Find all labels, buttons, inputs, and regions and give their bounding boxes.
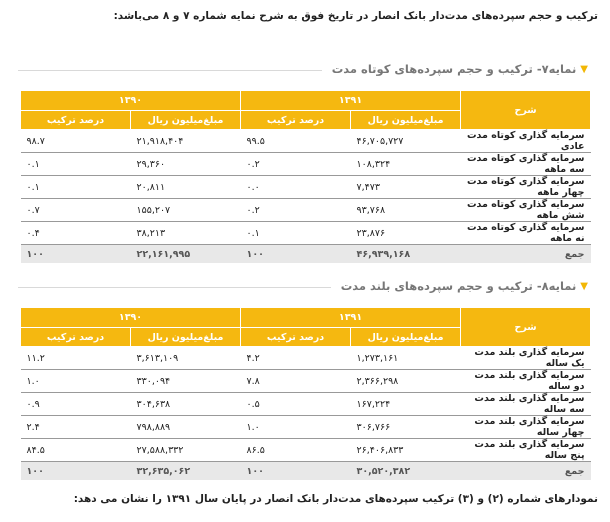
long-term-deposits-table	[20, 307, 591, 480]
table-row	[21, 370, 591, 393]
total-label: جمع	[461, 462, 591, 481]
triangle-bullet-icon: ▼	[580, 280, 588, 292]
table-row	[21, 393, 591, 416]
total-amount-1390: ۲۲,۱۶۱,۹۹۵	[131, 245, 241, 264]
percent-1390: ۰.۴	[21, 222, 131, 245]
percent-1390: ۹۸.۷	[21, 130, 131, 153]
row-name: سرمایه گذاری بلند مدت یک ساله	[461, 347, 591, 370]
amount-1390: ۳,۶۱۳,۱۰۹	[131, 347, 241, 370]
heading-rule	[18, 70, 322, 71]
percent-1390: ۲.۴	[21, 416, 131, 439]
percent-1390: ۰.۱	[21, 176, 131, 199]
table-row	[21, 222, 591, 245]
amount-1391: ۲,۳۶۶,۲۹۸	[351, 370, 461, 393]
amount-header-1390: مبلغ‌میلیون ریال	[131, 328, 241, 347]
percent-1391: ۰.۲	[241, 199, 351, 222]
amount-1390: ۲۱,۹۱۸,۴۰۴	[131, 130, 241, 153]
row-name: سرمایه گذاری کوتاه مدت نه ماهه	[461, 222, 591, 245]
percent-1390: ۰.۷	[21, 199, 131, 222]
short-term-deposits-table	[20, 90, 591, 263]
table-row	[21, 439, 591, 462]
total-amount-1391: ۴۶,۹۳۹,۱۶۸	[351, 245, 461, 264]
footer-paragraph: نمودارهای شماره (۲) و (۳) ترکیب سپرده‌های مدت‌دار بانک انصار در پایان سال ۱۳۹۱ را نشان می دهد:	[73, 493, 598, 505]
row-name: سرمایه گذاری بلند مدت پنج ساله	[461, 439, 591, 462]
year-1391-header: ۱۳۹۱	[241, 91, 461, 111]
percent-1391: ۱.۰	[241, 416, 351, 439]
amount-1391: ۷,۴۷۳	[351, 176, 461, 199]
table8-title: نمایه‌۸- ترکیب و حجم سپرده‌های بلند مدت	[340, 279, 577, 293]
total-percent-1390: ۱۰۰	[21, 245, 131, 264]
amount-1390: ۲۷,۵۸۸,۳۳۲	[131, 439, 241, 462]
amount-1390: ۲۰,۸۱۱	[131, 176, 241, 199]
percent-1391: ۷.۸	[241, 370, 351, 393]
row-name: سرمایه گذاری کوتاه مدت شش ماهه	[461, 199, 591, 222]
amount-1391: ۴۶,۷۰۵,۷۲۷	[351, 130, 461, 153]
row-name: سرمایه گذاری کوتاه مدت عادی	[461, 130, 591, 153]
amount-1391: ۱,۲۷۳,۱۶۱	[351, 347, 461, 370]
row-name: سرمایه گذاری بلند مدت چهار ساله	[461, 416, 591, 439]
table-row	[21, 347, 591, 370]
table-row	[21, 153, 591, 176]
amount-1390: ۳۸,۲۱۳	[131, 222, 241, 245]
total-percent-1390: ۱۰۰	[21, 462, 131, 481]
total-percent-1391: ۱۰۰	[241, 245, 351, 264]
intro-paragraph: ترکیب و حجم سپرده‌های مدت‌دار بانک انصار در تاریخ فوق به شرح نمایه شماره ۷ و ۸ می‌باشد:	[113, 10, 598, 22]
percent-header-1391: درصد ترکیب	[241, 328, 351, 347]
percent-1391: ۸۶.۵	[241, 439, 351, 462]
row-name: سرمایه گذاری کوتاه مدت چهار ماهه	[461, 176, 591, 199]
total-amount-1391: ۳۰,۵۲۰,۳۸۲	[351, 462, 461, 481]
amount-1390: ۳۳۰,۰۹۴	[131, 370, 241, 393]
amount-1391: ۱۰۸,۳۲۴	[351, 153, 461, 176]
percent-1390: ۱.۰	[21, 370, 131, 393]
row-name: سرمایه گذاری بلند مدت دو ساله	[461, 370, 591, 393]
amount-1390: ۷۹۸,۸۸۹	[131, 416, 241, 439]
triangle-bullet-icon: ▼	[580, 63, 588, 75]
table7-heading	[18, 62, 588, 76]
percent-1390: ۸۴.۵	[21, 439, 131, 462]
amount-1390: ۳۰۴,۶۳۸	[131, 393, 241, 416]
percent-1391: ۴.۲	[241, 347, 351, 370]
percent-1390: ۱۱.۲	[21, 347, 131, 370]
total-row	[21, 462, 591, 481]
row-name: سرمایه گذاری کوتاه مدت سه ماهه	[461, 153, 591, 176]
amount-1391: ۲۶,۴۰۶,۸۳۳	[351, 439, 461, 462]
percent-header-1390: درصد ترکیب	[21, 111, 131, 130]
amount-1390: ۲۹,۳۶۰	[131, 153, 241, 176]
total-row	[21, 245, 591, 264]
percent-1390: ۰.۹	[21, 393, 131, 416]
col-description: شرح	[461, 91, 591, 130]
percent-1391: ۰.۱	[241, 222, 351, 245]
percent-1391: ۰.۰	[241, 176, 351, 199]
amount-1391: ۲۳,۸۷۶	[351, 222, 461, 245]
amount-header-1391: مبلغ‌میلیون ریال	[351, 328, 461, 347]
amount-header-1390: مبلغ‌میلیون ریال	[131, 111, 241, 130]
year-1390-header: ۱۳۹۰	[21, 91, 241, 111]
total-label: جمع	[461, 245, 591, 264]
table-row	[21, 130, 591, 153]
percent-1391: ۹۹.۵	[241, 130, 351, 153]
table7-title: نمایه‌۷- ترکیب و حجم سپرده‌های کوتاه مدت	[331, 62, 577, 76]
year-1391-header: ۱۳۹۱	[241, 308, 461, 328]
percent-1390: ۰.۱	[21, 153, 131, 176]
percent-header-1391: درصد ترکیب	[241, 111, 351, 130]
total-percent-1391: ۱۰۰	[241, 462, 351, 481]
percent-1391: ۰.۵	[241, 393, 351, 416]
percent-header-1390: درصد ترکیب	[21, 328, 131, 347]
year-1390-header: ۱۳۹۰	[21, 308, 241, 328]
amount-1390: ۱۵۵,۲۰۷	[131, 199, 241, 222]
table-row	[21, 176, 591, 199]
col-description: شرح	[461, 308, 591, 347]
amount-1391: ۳۰۶,۷۶۶	[351, 416, 461, 439]
percent-1391: ۰.۲	[241, 153, 351, 176]
row-name: سرمایه گذاری بلند مدت سه ساله	[461, 393, 591, 416]
amount-1391: ۹۳,۷۶۸	[351, 199, 461, 222]
amount-header-1391: مبلغ‌میلیون ریال	[351, 111, 461, 130]
table-row	[21, 416, 591, 439]
table-row	[21, 199, 591, 222]
total-amount-1390: ۳۲,۶۳۵,۰۶۲	[131, 462, 241, 481]
heading-rule	[18, 287, 331, 288]
amount-1391: ۱۶۷,۲۲۴	[351, 393, 461, 416]
table8-heading	[18, 279, 588, 293]
